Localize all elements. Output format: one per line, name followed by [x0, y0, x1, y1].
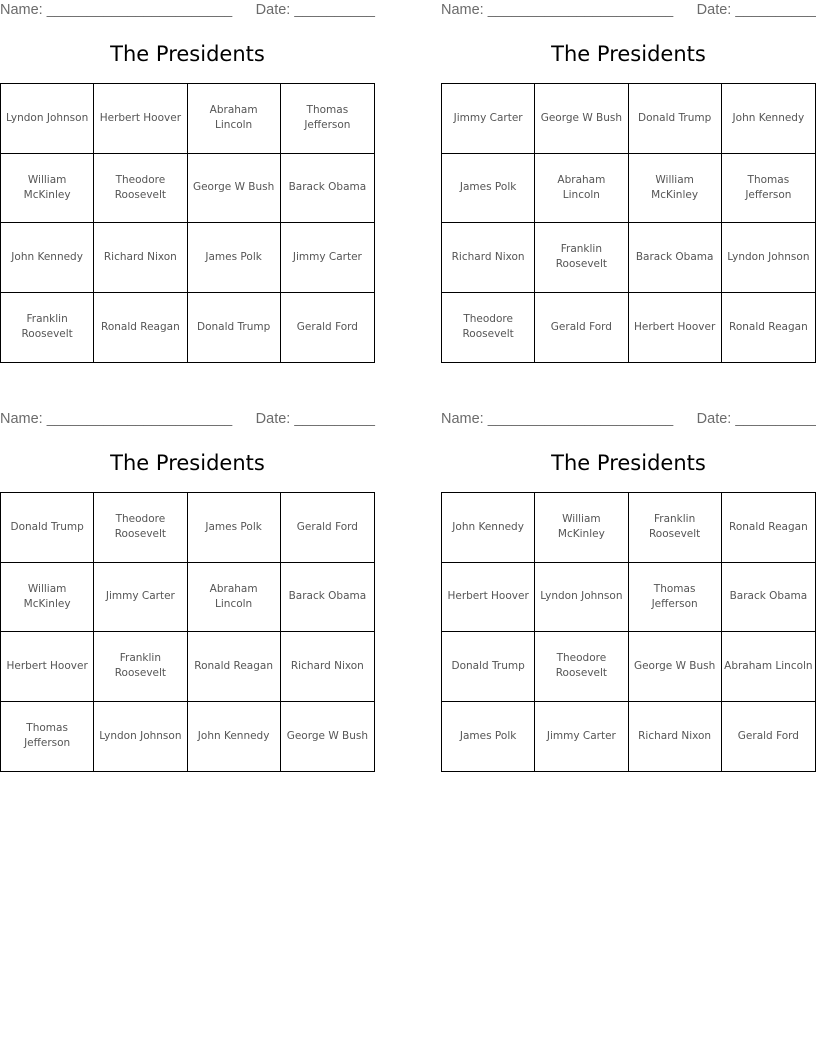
bingo-cell: James Polk	[188, 223, 281, 293]
bingo-cell: Herbert Hoover	[442, 563, 535, 633]
card-header	[0, 2, 375, 20]
bingo-grid	[441, 83, 816, 363]
bingo-cell: Abraham Lincoln	[535, 154, 628, 224]
bingo-cell: Abraham Lincoln	[188, 563, 281, 633]
bingo-cell: John Kennedy	[722, 84, 815, 154]
bingo-cell: Donald Trump	[1, 493, 94, 563]
bingo-card-1	[0, 0, 375, 380]
bingo-grid	[441, 492, 816, 772]
bingo-cell: Theodore Roosevelt	[94, 493, 187, 563]
card-title: The Presidents	[551, 42, 706, 66]
bingo-cell: George W Bush	[286, 729, 369, 742]
card-header	[0, 411, 375, 429]
bingo-cell: Lyndon Johnson	[1, 84, 94, 154]
bingo-cell: Richard Nixon	[94, 223, 187, 293]
bingo-cell: Theodore Roosevelt	[535, 632, 628, 702]
bingo-cell: William McKinley	[535, 493, 628, 563]
bingo-cell: Gerald Ford	[737, 729, 799, 742]
card-title: The Presidents	[110, 42, 265, 66]
bingo-cell: John Kennedy	[1, 223, 94, 293]
bingo-cell: Donald Trump	[629, 84, 722, 154]
card-header	[441, 2, 816, 20]
bingo-cell: Lyndon Johnson	[535, 563, 628, 633]
bingo-cell: Franklin Roosevelt	[1, 293, 94, 363]
name-field[interactable]: Name: _______________________	[0, 411, 233, 427]
name-field[interactable]: Name: _______________________	[441, 411, 674, 427]
date-field[interactable]: Date: __________	[696, 411, 816, 427]
bingo-grid	[0, 492, 375, 772]
bingo-cell: Ronald Reagan	[729, 320, 808, 333]
bingo-cell: Richard Nixon	[281, 632, 374, 702]
bingo-cell: Abraham Lincoln	[722, 632, 815, 702]
bingo-card-2	[441, 0, 816, 380]
bingo-cell: George W Bush	[629, 632, 722, 702]
bingo-cell: Barack Obama	[722, 563, 815, 633]
bingo-cell: Lyndon Johnson	[722, 223, 815, 293]
card-header	[441, 411, 816, 429]
date-field[interactable]: Date: __________	[255, 411, 375, 427]
bingo-cell: Jimmy Carter	[442, 84, 535, 154]
bingo-cell: Jimmy Carter	[281, 223, 374, 293]
bingo-cell: William McKinley	[1, 154, 94, 224]
bingo-cell: Franklin Roosevelt	[94, 632, 187, 702]
bingo-cell: John Kennedy	[442, 493, 535, 563]
bingo-cell: James Polk	[442, 154, 535, 224]
bingo-cell: George W Bush	[188, 154, 281, 224]
bingo-cell: Barack Obama	[629, 223, 722, 293]
bingo-cell: Herbert Hoover	[629, 293, 722, 363]
card-title: The Presidents	[110, 451, 265, 475]
bingo-cell: Barack Obama	[281, 154, 374, 224]
bingo-cell: Theodore Roosevelt	[94, 154, 187, 224]
bingo-card-3	[0, 409, 375, 789]
bingo-cell: Donald Trump	[442, 632, 535, 702]
bingo-cell: Herbert Hoover	[1, 632, 94, 702]
bingo-cell: Jimmy Carter	[94, 563, 187, 633]
date-field[interactable]: Date: __________	[255, 2, 375, 18]
bingo-cell: Barack Obama	[281, 563, 374, 633]
bingo-cell: Theodore Roosevelt	[442, 293, 535, 363]
bingo-cell: Jimmy Carter	[535, 702, 628, 772]
bingo-cell: Lyndon Johnson	[94, 702, 187, 772]
bingo-cell: Richard Nixon	[442, 223, 535, 293]
bingo-card-4	[441, 409, 816, 789]
bingo-cell: Richard Nixon	[629, 702, 722, 772]
bingo-cell: Donald Trump	[188, 293, 281, 363]
bingo-cell: Herbert Hoover	[94, 84, 187, 154]
bingo-cell: Ronald Reagan	[722, 493, 815, 563]
bingo-cell: Gerald Ford	[296, 320, 358, 333]
card-title: The Presidents	[551, 451, 706, 475]
bingo-cell: Ronald Reagan	[94, 293, 187, 363]
bingo-cell: Thomas Jefferson	[722, 154, 815, 224]
bingo-cell: Thomas Jefferson	[629, 563, 722, 633]
name-field[interactable]: Name: _______________________	[441, 2, 674, 18]
bingo-cell: James Polk	[442, 702, 535, 772]
bingo-cell: Gerald Ford	[535, 293, 628, 363]
bingo-cell: George W Bush	[535, 84, 628, 154]
date-field[interactable]: Date: __________	[696, 2, 816, 18]
bingo-cell: William McKinley	[1, 563, 94, 633]
name-field[interactable]: Name: _______________________	[0, 2, 233, 18]
bingo-cell: Thomas Jefferson	[281, 84, 374, 154]
bingo-cell: Gerald Ford	[281, 493, 374, 563]
bingo-grid	[0, 83, 375, 363]
bingo-cell: William McKinley	[629, 154, 722, 224]
bingo-cell: Ronald Reagan	[188, 632, 281, 702]
bingo-cell: Abraham Lincoln	[188, 84, 281, 154]
bingo-cell: Franklin Roosevelt	[535, 223, 628, 293]
bingo-cell: Franklin Roosevelt	[629, 493, 722, 563]
bingo-cell: Thomas Jefferson	[1, 702, 94, 772]
bingo-cell: James Polk	[188, 493, 281, 563]
bingo-cell: John Kennedy	[188, 702, 281, 772]
